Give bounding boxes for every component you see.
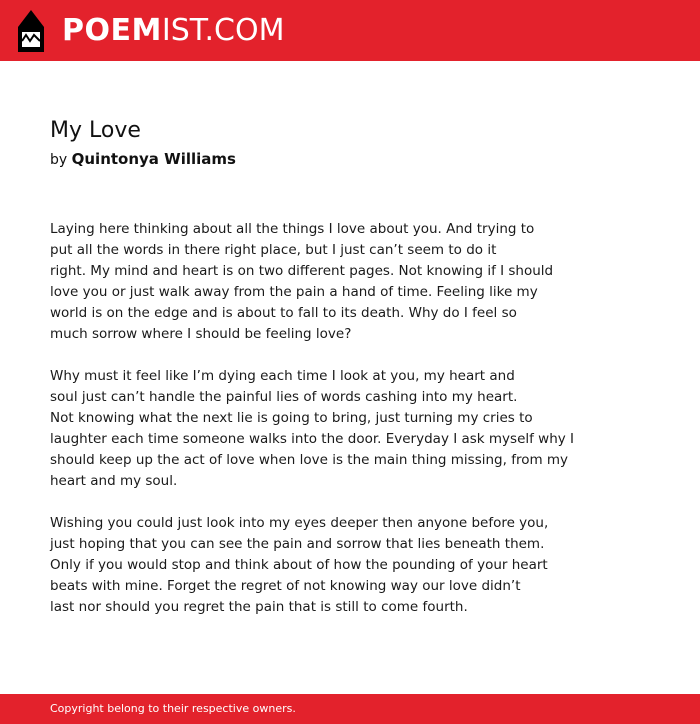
poem-line: last nor should you regret the pain that is still to come fourth. [50,599,468,615]
poem-body [50,219,670,639]
poem-byline [50,149,236,170]
poem-line: heart and my soul. [50,473,178,489]
poem-line: Only if you would stop and think about of how the pounding of your heart [50,557,548,573]
site-footer [0,694,700,724]
poem-line: much sorrow where I should be feeling love? [50,326,352,342]
poem-title: My Love [50,118,141,143]
poem-line: Not knowing what the next lie is going to bring, just turning my cries to [50,410,533,426]
stanza-2 [50,366,670,492]
byline-label: by [50,152,68,168]
copyright-notice: Copyright belong to their respective owners. [50,702,296,715]
logo-text-bold: POEM [62,13,162,48]
poem-line: laughter each time someone walks into the door. Everyday I ask myself why I [50,431,575,447]
site-logo[interactable] [62,12,284,50]
pencil-icon[interactable] [18,10,44,52]
poem-line: world is on the edge and is about to fall to its death. Why do I feel so [50,305,517,321]
stanza-1 [50,219,670,345]
author-name: Quintonya Williams [71,150,236,168]
stanza-3 [50,513,670,618]
poem-line: Laying here thinking about all the things I love about you. And trying to [50,221,535,237]
logo-text-light: IST.COM [161,13,285,48]
poem-line: just hoping that you can see the pain and sorrow that lies beneath them. [50,536,545,552]
poem-line: love you or just walk away from the pain a hand of time. Feeling like my [50,284,538,300]
poem-line: soul just can’t handle the painful lies of words cashing into my heart. [50,389,518,405]
poem-line: should keep up the act of love when love is the main thing missing, from my [50,452,569,468]
poem-line: Why must it feel like I’m dying each time I look at you, my heart and [50,368,515,384]
poem-line: Wishing you could just look into my eyes deeper then anyone before you, [50,515,549,531]
poem-line: beats with mine. Forget the regret of not knowing way our love didn’t [50,578,521,594]
poem-line: put all the words in there right place, but I just can’t seem to do it [50,242,497,258]
site-header [0,0,700,61]
poem-line: right. My mind and heart is on two different pages. Not knowing if I should [50,263,554,279]
